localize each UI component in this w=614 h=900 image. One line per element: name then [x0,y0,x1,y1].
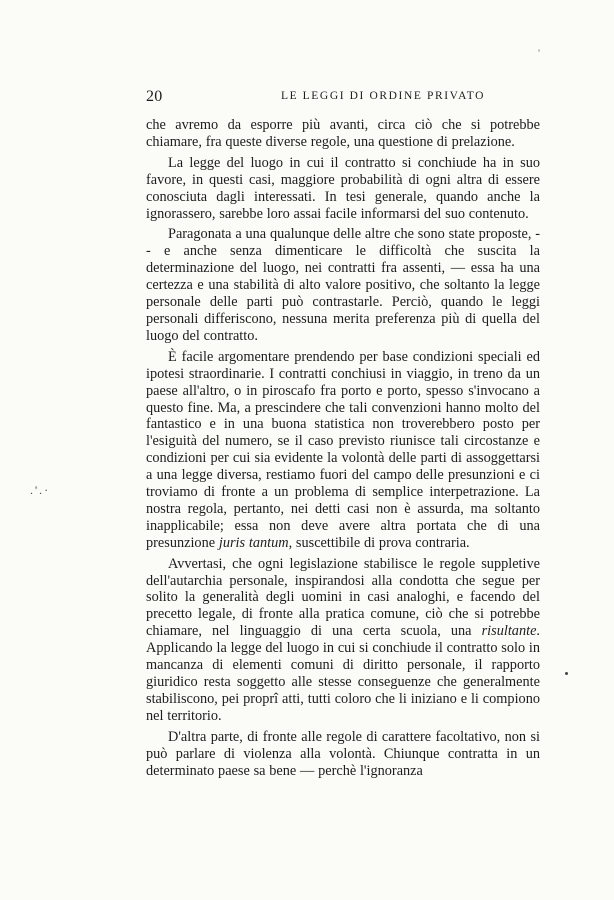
paragraph-5-ending: . Applicando la legge del luogo in cui si conchiude il contratto solo in mancanza di elementi comuni di diritto personale, il rapporto giuridico resta soggetto alle stesse conseguenze che generalmente stabiliscono, pei proprî atti, tutti coloro che li iniziano e li compiono nel territorio. [146,623,540,724]
left-margin-mark: .'.· [30,483,51,497]
paragraph-4-ending: , suscettibile di prova contraria. [288,534,470,551]
paragraph-2: La legge del luogo in cui il contratto si conchiude ha in suo favore, in questi casi, maggiore probabilità di ogni altra di essere conosciuta dagli interessati. In tesi generale, quando anche la ignorassero, sarebbe loro assai facile informarsi del suo contenuto. [146,154,540,222]
paragraph-1: che avremo da esporre più avanti, circa ciò che si potrebbe chiamare, fra queste diverse regole, una questione di prelazione. [146,117,540,150]
paragraph-5 [146,556,540,725]
margin-dot [565,672,568,675]
running-head: LE LEGGI DI ORDINE PRIVATO [280,90,486,102]
paragraph-4-italic: juris tantum [218,534,289,551]
page-number: 20 [146,88,163,105]
page-header [146,88,540,110]
paragraph-5-italic: risultante [481,623,537,640]
paragraph-4 [146,349,540,552]
body-text [146,117,540,783]
paragraph-3: Paragonata a una qualunque delle altre che sono state proposte, -- e anche senza dimenticare le difficoltà che suscita la determinazione del luogo, nei contratti fra assenti, — essa ha una certezza e una stabilità di alto valore positivo, che soltanto la legge personale delle parti può contrastarle. Perciò, quando le leggi personali differiscono, nessuna merita preferenza più di quella del luogo del contratto. [146,226,540,344]
scan-speck [538,49,540,52]
paragraph-5-text: Avvertasi, che ogni legislazione stabilisce le regole suppletive dell'autarchia personale, inspirandosi alla condotta che segue per solito la generalità degli uomini in casi analoghi, e facendo del precetto legale, di fronte alla pratica comune, ciò che si potrebbe chiamare, nel linguaggio di una certa scuola, una [146,555,540,640]
paragraph-6: D'altra parte, di fronte alle regole di carattere facoltativo, non si può parlare di violenza alla volontà. Chiunque contratta in un determinato paese sa bene — perchè l'ignoranza [146,728,540,779]
paragraph-4-text: È facile argomentare prendendo per base condizioni speciali ed ipotesi straordinarie. I contratti conchiusi in viaggio, in treno da un paese all'altro, o in piroscafo fra porto e porto, spesso s'invocano a questo fine. Ma, a prescindere che tali convenzioni hanno molto del fantastico e in una buona statistica non troverebbero posto per l'esiguità del numero, se il caso previsto riunisce tali circostanze e condizioni per cui sia evidente la volontà delle parti di assoggettarsi a una legge diversa, restiamo fuori del campo delle presunzioni e ci troviamo di fronte a un problema di semplice interpetrazione. La nostra regola, pertanto, nei detti casi non è assurda, ma soltanto inapplicabile; essa non deve avere altra portata che di una presunzione [146,348,540,551]
